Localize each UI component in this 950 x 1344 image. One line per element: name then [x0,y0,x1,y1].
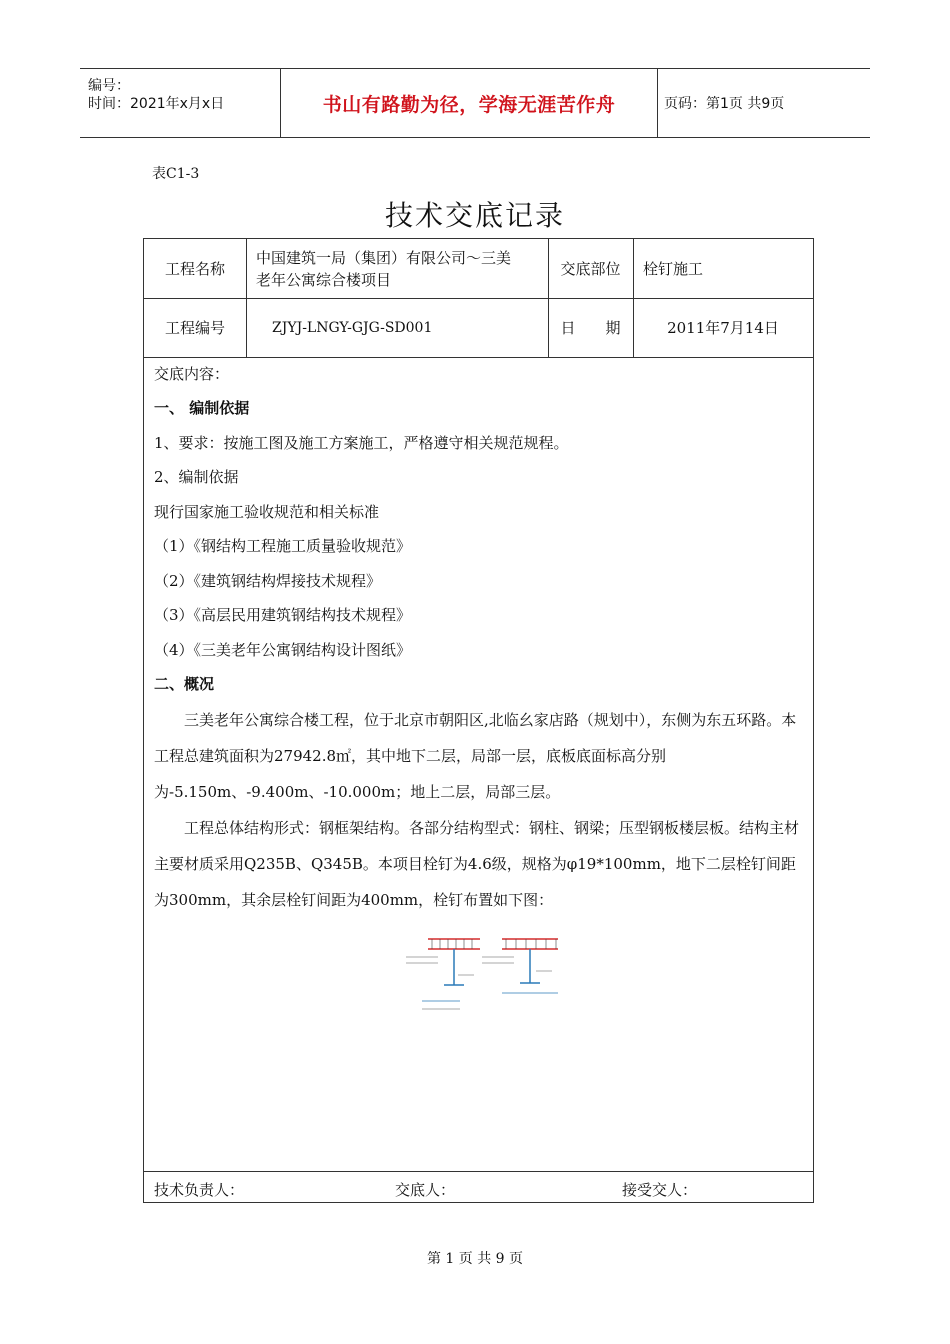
row-divider [144,1171,813,1172]
page-title: 技术交底记录 [384,199,565,232]
project-name-label [144,239,246,298]
overview-paragraph: 三美老年公寓综合楼工程，位于北京市朝阳区,北临幺家店路（规划中），东侧为东五环路。本工程总建筑面积为27942.8㎡，其中地下二层，局部一层，底板底面标高分别为-5.150m、-9.400m、-10.000m；地上二层，局部三层。 [154,710,797,801]
project-no-value [272,298,548,357]
disclosure-content [154,363,806,918]
section-heading-basis: 一、 编制依据 [154,399,250,417]
disclosure-table [143,238,814,1203]
reference-item: （3）《高层民用建筑钢结构技术规程》 [154,606,412,624]
part-label-text: 交底部位 [560,260,621,278]
stud-layout-diagram [398,927,578,1017]
project-name-line1: 中国建筑一局（集团）有限公司～三美 [256,248,512,267]
header-motto-cell [280,69,658,137]
basis-item: 2、编制依据 [154,468,239,486]
header-page-cell [656,69,870,137]
detail-other-floors [482,939,558,993]
project-no-label [144,298,246,357]
reference-item: （2）《建筑钢结构焊接技术规程》 [154,571,382,590]
project-name-value [256,239,546,298]
requirement-item: 1、要求：按施工图及施工方案施工，严格遵守相关规范规程。 [154,433,569,452]
date-label [548,298,633,357]
project-name-label-text: 工程名称 [164,260,225,278]
reference-item: （4）《三美老年公寓钢结构设计图纸》 [154,640,412,659]
time-label: 时间：2021年x月x日 [88,96,225,112]
project-no-value-text: ZJYJ-LNGY-GJG-SD001 [272,319,433,336]
detail-b2 [406,939,480,1009]
tech-lead-signature: 技术负责人： [154,1181,245,1199]
receiver-signature: 接受交人： [622,1181,698,1199]
project-name-line2: 老年公寓综合楼项目 [256,270,392,289]
page-header [80,68,870,138]
discloser-signature: 交底人： [395,1181,456,1199]
col-divider [246,239,247,357]
date-label-text: 日 期 [560,319,621,337]
part-value [643,239,813,298]
row-divider [144,357,813,358]
structure-paragraph: 工程总体结构形式：钢框架结构。各部分结构型式：钢柱、钢梁；压型钢板楼层板。结构主材主要材质采用Q235B、Q345B。本项目栓钉为4.6级，规格为φ19*100mm，地下二层栓钉间距为300mm，其余层栓钉间距为400mm，栓钉布置如下图： [154,818,800,909]
number-label: 编号： [88,78,130,94]
content-intro: 交底内容： [154,365,230,383]
page-info: 页码：第1页 共9页 [664,96,785,112]
reference-item: （1）《钢结构工程施工质量验收规范》 [154,537,412,555]
project-no-label-text: 工程编号 [164,319,225,337]
date-value [633,298,813,357]
motto: 书山有路勤为径，学海无涯苦作舟 [322,93,616,116]
standards-item: 现行国家施工验收规范和相关标准 [154,502,380,521]
date-value-text: 2011年7月14日 [667,319,779,337]
page-footer: 第 1 页 共 9 页 [426,1251,524,1267]
header-meta [80,69,280,137]
part-label [548,239,633,298]
part-value-text: 栓钉施工 [643,260,704,278]
form-code: 表C1-3 [152,166,200,182]
section-heading-overview: 二、概况 [154,675,215,693]
